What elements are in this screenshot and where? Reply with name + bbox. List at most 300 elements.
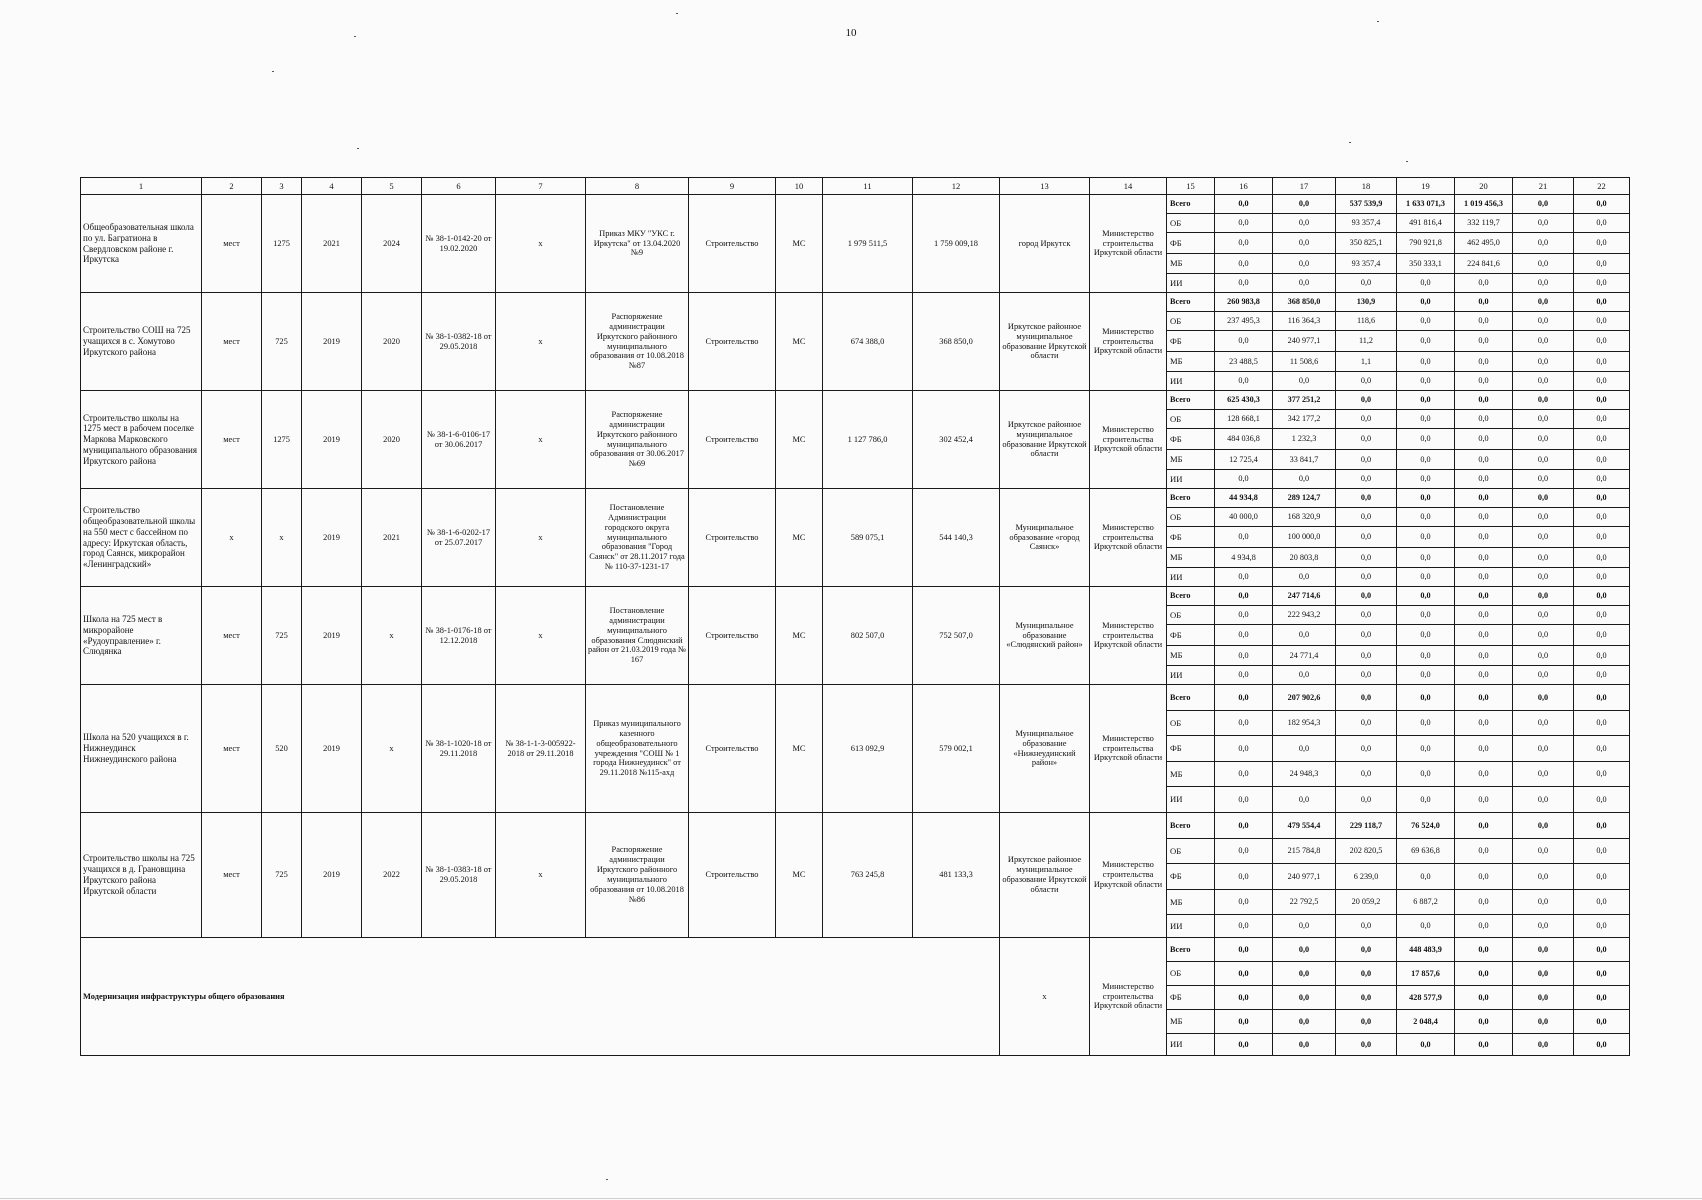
object-expertise: x: [496, 391, 586, 489]
amount-cell: 0,0: [1574, 254, 1630, 274]
amount-cell: 0,0: [1215, 787, 1273, 813]
amount-cell: 0,0: [1513, 736, 1574, 762]
column-number-cell: 10: [776, 178, 823, 195]
amount-cell: 222 943,2: [1273, 606, 1336, 625]
object-work-type: Строительство: [689, 293, 776, 391]
amount-cell: 0,0: [1397, 666, 1455, 685]
fund-source: ФБ: [1167, 736, 1215, 762]
amount-cell: 0,0: [1513, 587, 1574, 606]
amount-cell: 0,0: [1574, 331, 1630, 352]
amount-cell: 12 725,4: [1215, 450, 1273, 470]
amount-cell: 1 633 071,3: [1397, 195, 1455, 214]
amount-cell: 0,0: [1574, 762, 1630, 787]
amount-cell: 207 902,6: [1273, 685, 1336, 711]
object-expertise: x: [496, 195, 586, 293]
amount-cell: 0,0: [1574, 1034, 1630, 1056]
amount-cell: 1 019 456,3: [1455, 195, 1513, 214]
amount-cell: 0,0: [1336, 1010, 1397, 1034]
fund-source: ИИ: [1167, 372, 1215, 391]
table-row: [81, 685, 1630, 711]
amount-cell: 479 554,4: [1273, 813, 1336, 839]
amount-cell: 0,0: [1455, 839, 1513, 864]
object-unit: мест: [202, 195, 262, 293]
amount-cell: 0,0: [1455, 274, 1513, 293]
amount-cell: 0,0: [1215, 646, 1273, 666]
object-ministry: Министерство строительства Иркутской области: [1090, 391, 1167, 489]
object-start: 2019: [302, 391, 362, 489]
amount-cell: 247 714,6: [1273, 587, 1336, 606]
amount-cell: 0,0: [1574, 568, 1630, 587]
amount-cell: 0,0: [1336, 489, 1397, 508]
amount-cell: 0,0: [1336, 606, 1397, 625]
amount-cell: 0,0: [1574, 233, 1630, 254]
amount-cell: 128 668,1: [1215, 410, 1273, 429]
object-expertise: x: [496, 293, 586, 391]
amount-cell: 0,0: [1513, 938, 1574, 962]
amount-cell: 0,0: [1215, 938, 1273, 962]
object-cost-total: 613 092,9: [823, 685, 913, 813]
amount-cell: 240 977,1: [1273, 331, 1336, 352]
column-number-cell: 1: [81, 178, 202, 195]
object-doc: № 38-1-6-0202-17 от 25.07.2017: [422, 489, 496, 587]
amount-cell: 0,0: [1397, 864, 1455, 890]
fund-source: МБ: [1167, 1010, 1215, 1034]
amount-cell: 0,0: [1397, 429, 1455, 450]
amount-cell: 0,0: [1336, 962, 1397, 986]
amount-cell: 0,0: [1455, 938, 1513, 962]
amount-cell: 0,0: [1513, 1034, 1574, 1056]
amount-cell: 0,0: [1273, 962, 1336, 986]
amount-cell: 0,0: [1273, 254, 1336, 274]
amount-cell: 0,0: [1455, 1034, 1513, 1056]
amount-cell: 0,0: [1513, 813, 1574, 839]
fund-source: ИИ: [1167, 666, 1215, 685]
amount-cell: 1,1: [1336, 352, 1397, 372]
object-form: МС: [776, 587, 823, 685]
amount-cell: 116 364,3: [1273, 312, 1336, 331]
amount-cell: 0,0: [1574, 666, 1630, 685]
amount-cell: 0,0: [1455, 527, 1513, 548]
amount-cell: 625 430,3: [1215, 391, 1273, 410]
object-start: 2019: [302, 587, 362, 685]
amount-cell: 0,0: [1273, 195, 1336, 214]
object-doc: № 38-1-0383-18 от 29.05.2018: [422, 813, 496, 938]
page-number: 10: [845, 27, 857, 39]
amount-cell: 0,0: [1455, 646, 1513, 666]
object-expertise: x: [496, 489, 586, 587]
amount-cell: 0,0: [1215, 915, 1273, 938]
amount-cell: 0,0: [1455, 489, 1513, 508]
amount-cell: 0,0: [1513, 666, 1574, 685]
object-cost-remaining: 368 850,0: [913, 293, 1000, 391]
object-name: Строительство общеобразовательной школы на 550 мест с бассейном по адресу: Иркутская область, город Саянск, микрорайон «Ленинградский»: [81, 489, 202, 587]
amount-cell: 0,0: [1574, 685, 1630, 711]
fund-source: ФБ: [1167, 527, 1215, 548]
amount-cell: 0,0: [1513, 787, 1574, 813]
amount-cell: 0,0: [1336, 429, 1397, 450]
fund-source: ИИ: [1167, 787, 1215, 813]
object-end: x: [362, 587, 422, 685]
amount-cell: 0,0: [1397, 352, 1455, 372]
object-work-type: Строительство: [689, 489, 776, 587]
amount-cell: 0,0: [1215, 233, 1273, 254]
amount-cell: 0,0: [1397, 548, 1455, 568]
amount-cell: 24 771,4: [1273, 646, 1336, 666]
amount-cell: 0,0: [1397, 787, 1455, 813]
object-work-type: Строительство: [689, 391, 776, 489]
object-name: Строительство школы на 1275 мест в рабочем поселке Маркова Марковского муниципального образования Иркутского района: [81, 391, 202, 489]
amount-cell: 537 539,9: [1336, 195, 1397, 214]
fund-source: Всего: [1167, 489, 1215, 508]
amount-cell: 0,0: [1215, 890, 1273, 915]
fund-source: МБ: [1167, 646, 1215, 666]
amount-cell: 0,0: [1455, 372, 1513, 391]
object-cost-remaining: 1 759 009,18: [913, 195, 1000, 293]
scan-speck: [1349, 142, 1351, 143]
column-number-cell: 21: [1513, 178, 1574, 195]
amount-cell: 289 124,7: [1273, 489, 1336, 508]
amount-cell: 0,0: [1513, 470, 1574, 489]
amount-cell: 0,0: [1215, 568, 1273, 587]
fund-source: МБ: [1167, 450, 1215, 470]
scan-speck: [1406, 161, 1408, 162]
object-capacity: 1275: [262, 195, 302, 293]
amount-cell: 0,0: [1513, 685, 1574, 711]
amount-cell: 2 048,4: [1397, 1010, 1455, 1034]
column-number-cell: 13: [1000, 178, 1090, 195]
amount-cell: 0,0: [1513, 839, 1574, 864]
amount-cell: 0,0: [1336, 1034, 1397, 1056]
object-expertise: x: [496, 587, 586, 685]
amount-cell: 0,0: [1273, 666, 1336, 685]
amount-cell: 100 000,0: [1273, 527, 1336, 548]
amount-cell: 0,0: [1397, 331, 1455, 352]
object-cost-total: 1 127 786,0: [823, 391, 913, 489]
amount-cell: 0,0: [1273, 787, 1336, 813]
object-cost-remaining: 544 140,3: [913, 489, 1000, 587]
fund-source: МБ: [1167, 762, 1215, 787]
fund-source: ФБ: [1167, 331, 1215, 352]
amount-cell: 40 000,0: [1215, 508, 1273, 527]
amount-cell: 0,0: [1513, 391, 1574, 410]
amount-cell: 182 954,3: [1273, 711, 1336, 736]
amount-cell: 0,0: [1574, 450, 1630, 470]
amount-cell: 0,0: [1273, 470, 1336, 489]
fund-source: ОБ: [1167, 312, 1215, 331]
amount-cell: 0,0: [1397, 391, 1455, 410]
amount-cell: 0,0: [1574, 813, 1630, 839]
amount-cell: 0,0: [1215, 813, 1273, 839]
amount-cell: 0,0: [1574, 293, 1630, 312]
column-number-cell: 12: [913, 178, 1000, 195]
amount-cell: 377 251,2: [1273, 391, 1336, 410]
amount-cell: 0,0: [1455, 548, 1513, 568]
object-doc: № 38-1-6-0106-17 от 30.06.2017: [422, 391, 496, 489]
object-form: МС: [776, 685, 823, 813]
fund-source: ИИ: [1167, 568, 1215, 587]
amount-cell: 0,0: [1215, 711, 1273, 736]
fund-source: ФБ: [1167, 625, 1215, 646]
amount-cell: 0,0: [1336, 274, 1397, 293]
amount-cell: 448 483,9: [1397, 938, 1455, 962]
amount-cell: 491 816,4: [1397, 214, 1455, 233]
fund-source: Всего: [1167, 391, 1215, 410]
amount-cell: 0,0: [1397, 646, 1455, 666]
amount-cell: 0,0: [1215, 666, 1273, 685]
amount-cell: 260 983,8: [1215, 293, 1273, 312]
object-municipality: Муниципальное образование «город Саянск»: [1000, 489, 1090, 587]
amount-cell: 0,0: [1513, 372, 1574, 391]
amount-cell: 0,0: [1455, 587, 1513, 606]
amount-cell: 237 495,3: [1215, 312, 1273, 331]
amount-cell: 0,0: [1455, 685, 1513, 711]
amount-cell: 0,0: [1513, 489, 1574, 508]
amount-cell: 0,0: [1513, 1010, 1574, 1034]
fund-source: МБ: [1167, 254, 1215, 274]
object-doc: № 38-1-1020-18 от 29.11.2018: [422, 685, 496, 813]
amount-cell: 0,0: [1273, 915, 1336, 938]
amount-cell: 368 850,0: [1273, 293, 1336, 312]
amount-cell: 0,0: [1215, 839, 1273, 864]
amount-cell: 0,0: [1455, 625, 1513, 646]
amount-cell: 0,0: [1336, 625, 1397, 646]
object-decision: Постановление администрации муниципального образования Слюдянский район от 21.03.2019 года № 167: [586, 587, 689, 685]
amount-cell: 0,0: [1336, 450, 1397, 470]
amount-cell: 0,0: [1215, 606, 1273, 625]
amount-cell: 0,0: [1455, 410, 1513, 429]
amount-cell: 0,0: [1574, 508, 1630, 527]
object-doc: № 38-1-0382-18 от 29.05.2018: [422, 293, 496, 391]
fund-source: ИИ: [1167, 915, 1215, 938]
object-work-type: Строительство: [689, 685, 776, 813]
object-decision: Распоряжение администрации Иркутского районного муниципального образования от 10.08.2018 №86: [586, 813, 689, 938]
object-form: МС: [776, 813, 823, 938]
amount-cell: 0,0: [1215, 762, 1273, 787]
amount-cell: 0,0: [1336, 372, 1397, 391]
table-row: [81, 489, 1630, 508]
amount-cell: 0,0: [1513, 606, 1574, 625]
amount-cell: 0,0: [1455, 391, 1513, 410]
amount-cell: 0,0: [1455, 450, 1513, 470]
amount-cell: 0,0: [1215, 470, 1273, 489]
amount-cell: 0,0: [1513, 312, 1574, 331]
amount-cell: 0,0: [1574, 839, 1630, 864]
amount-cell: 0,0: [1336, 470, 1397, 489]
amount-cell: 0,0: [1574, 736, 1630, 762]
column-number-row: [81, 178, 1630, 195]
amount-cell: 0,0: [1397, 312, 1455, 331]
scan-edge: [0, 1198, 1702, 1199]
scan-speck: [1377, 21, 1379, 22]
scan-speck: [357, 148, 359, 149]
object-decision: Приказ МКУ "УКС г. Иркутска" от 13.04.2020 №9: [586, 195, 689, 293]
amount-cell: 0,0: [1574, 391, 1630, 410]
amount-cell: 168 320,9: [1273, 508, 1336, 527]
amount-cell: 0,0: [1574, 787, 1630, 813]
fund-source: Всего: [1167, 813, 1215, 839]
object-unit: мест: [202, 293, 262, 391]
amount-cell: 0,0: [1455, 312, 1513, 331]
fund-source: Всего: [1167, 938, 1215, 962]
object-end: x: [362, 685, 422, 813]
object-form: МС: [776, 293, 823, 391]
object-name: Школа на 520 учащихся в г. Нижнеудинск Нижнеудинского района: [81, 685, 202, 813]
fund-source: ФБ: [1167, 233, 1215, 254]
object-ministry: Министерство строительства Иркутской области: [1090, 489, 1167, 587]
object-unit: мест: [202, 685, 262, 813]
amount-cell: 23 488,5: [1215, 352, 1273, 372]
amount-cell: 240 977,1: [1273, 864, 1336, 890]
column-number-cell: 9: [689, 178, 776, 195]
object-ministry: Министерство строительства Иркутской области: [1090, 685, 1167, 813]
object-unit: мест: [202, 587, 262, 685]
amount-cell: 0,0: [1574, 986, 1630, 1010]
amount-cell: 0,0: [1574, 962, 1630, 986]
fund-source: ОБ: [1167, 214, 1215, 233]
amount-cell: 0,0: [1273, 214, 1336, 233]
object-municipality: Иркутское районное муниципальное образование Иркутской области: [1000, 293, 1090, 391]
object-form: МС: [776, 195, 823, 293]
amount-cell: 0,0: [1574, 195, 1630, 214]
column-number-cell: 11: [823, 178, 913, 195]
amount-cell: 0,0: [1397, 685, 1455, 711]
amount-cell: 0,0: [1574, 1010, 1630, 1034]
amount-cell: 17 857,6: [1397, 962, 1455, 986]
amount-cell: 0,0: [1513, 646, 1574, 666]
amount-cell: 0,0: [1336, 508, 1397, 527]
amount-cell: 224 841,6: [1455, 254, 1513, 274]
amount-cell: 0,0: [1513, 195, 1574, 214]
amount-cell: 0,0: [1513, 568, 1574, 587]
amount-cell: 0,0: [1455, 429, 1513, 450]
amount-cell: 0,0: [1455, 606, 1513, 625]
column-number-cell: 14: [1090, 178, 1167, 195]
fund-source: ФБ: [1167, 864, 1215, 890]
amount-cell: 0,0: [1397, 1034, 1455, 1056]
object-cost-remaining: 481 133,3: [913, 813, 1000, 938]
amount-cell: 332 119,7: [1455, 214, 1513, 233]
amount-cell: 462 495,0: [1455, 233, 1513, 254]
amount-cell: 0,0: [1397, 915, 1455, 938]
fund-source: ФБ: [1167, 986, 1215, 1010]
scan-speck: [676, 13, 678, 14]
amount-cell: 0,0: [1397, 470, 1455, 489]
amount-cell: 0,0: [1215, 1010, 1273, 1034]
amount-cell: 0,0: [1513, 352, 1574, 372]
amount-cell: 0,0: [1397, 625, 1455, 646]
amount-cell: 0,0: [1336, 938, 1397, 962]
amount-cell: 0,0: [1574, 646, 1630, 666]
amount-cell: 0,0: [1397, 489, 1455, 508]
fund-source: Всего: [1167, 587, 1215, 606]
amount-cell: 0,0: [1273, 1034, 1336, 1056]
amount-cell: 0,0: [1574, 470, 1630, 489]
object-work-type: Строительство: [689, 813, 776, 938]
amount-cell: 0,0: [1215, 736, 1273, 762]
amount-cell: 0,0: [1397, 711, 1455, 736]
object-capacity: 1275: [262, 391, 302, 489]
object-work-type: Строительство: [689, 195, 776, 293]
object-unit: x: [202, 489, 262, 587]
object-unit: мест: [202, 813, 262, 938]
amount-cell: 6 239,0: [1336, 864, 1397, 890]
amount-cell: 0,0: [1215, 587, 1273, 606]
amount-cell: 0,0: [1215, 625, 1273, 646]
object-municipality: Иркутское районное муниципальное образование Иркутской области: [1000, 813, 1090, 938]
summary-title: Модернизация инфраструктуры общего образования: [81, 938, 1000, 1056]
object-start: 2019: [302, 489, 362, 587]
amount-cell: 0,0: [1455, 293, 1513, 312]
amount-cell: 22 792,5: [1273, 890, 1336, 915]
column-number-cell: 3: [262, 178, 302, 195]
amount-cell: 0,0: [1455, 890, 1513, 915]
table-row: [81, 587, 1630, 606]
fund-source: ОБ: [1167, 606, 1215, 625]
amount-cell: 350 825,1: [1336, 233, 1397, 254]
amount-cell: 0,0: [1336, 736, 1397, 762]
amount-cell: 93 357,4: [1336, 254, 1397, 274]
amount-cell: 0,0: [1397, 450, 1455, 470]
object-ministry: Министерство строительства Иркутской области: [1090, 813, 1167, 938]
object-ministry: Министерство строительства Иркутской области: [1090, 195, 1167, 293]
amount-cell: 0,0: [1455, 508, 1513, 527]
amount-cell: 0,0: [1336, 762, 1397, 787]
amount-cell: 0,0: [1455, 986, 1513, 1010]
amount-cell: 0,0: [1336, 391, 1397, 410]
amount-cell: 0,0: [1336, 527, 1397, 548]
amount-cell: 0,0: [1513, 331, 1574, 352]
table-row: [81, 813, 1630, 839]
amount-cell: 0,0: [1273, 274, 1336, 293]
amount-cell: 0,0: [1336, 548, 1397, 568]
amount-cell: 0,0: [1336, 568, 1397, 587]
amount-cell: 0,0: [1574, 274, 1630, 293]
object-municipality: Муниципальное образование «Слюдянский район»: [1000, 587, 1090, 685]
amount-cell: 0,0: [1273, 1010, 1336, 1034]
amount-cell: 0,0: [1574, 352, 1630, 372]
amount-cell: 0,0: [1215, 214, 1273, 233]
amount-cell: 0,0: [1455, 331, 1513, 352]
object-ministry: Министерство строительства Иркутской области: [1090, 587, 1167, 685]
object-decision: Распоряжение администрации Иркутского районного муниципального образования от 10.08.2018 №87: [586, 293, 689, 391]
amount-cell: 0,0: [1215, 331, 1273, 352]
amount-cell: 0,0: [1574, 527, 1630, 548]
amount-cell: 0,0: [1513, 762, 1574, 787]
amount-cell: 0,0: [1574, 864, 1630, 890]
amount-cell: 1 232,3: [1273, 429, 1336, 450]
amount-cell: 0,0: [1273, 568, 1336, 587]
amount-cell: 0,0: [1574, 625, 1630, 646]
object-decision: Приказ муниципального казенного общеобразовательного учреждения "СОШ № 1 города Нижнеудинск" от 29.11.2018 №115-ахд: [586, 685, 689, 813]
amount-cell: 0,0: [1574, 606, 1630, 625]
amount-cell: 215 784,8: [1273, 839, 1336, 864]
fund-source: ОБ: [1167, 711, 1215, 736]
amount-cell: 0,0: [1336, 986, 1397, 1010]
object-cost-remaining: 302 452,4: [913, 391, 1000, 489]
object-capacity: 725: [262, 587, 302, 685]
amount-cell: 0,0: [1336, 915, 1397, 938]
fund-source: МБ: [1167, 352, 1215, 372]
amount-cell: 0,0: [1574, 890, 1630, 915]
fund-source: ФБ: [1167, 429, 1215, 450]
object-capacity: 725: [262, 813, 302, 938]
object-expertise: x: [496, 813, 586, 938]
object-name: Общеобразовательная школа по ул. Багратиона в Свердловском районе г. Иркутска: [81, 195, 202, 293]
amount-cell: 0,0: [1513, 429, 1574, 450]
amount-cell: 0,0: [1397, 568, 1455, 587]
amount-cell: 0,0: [1513, 274, 1574, 293]
amount-cell: 76 524,0: [1397, 813, 1455, 839]
